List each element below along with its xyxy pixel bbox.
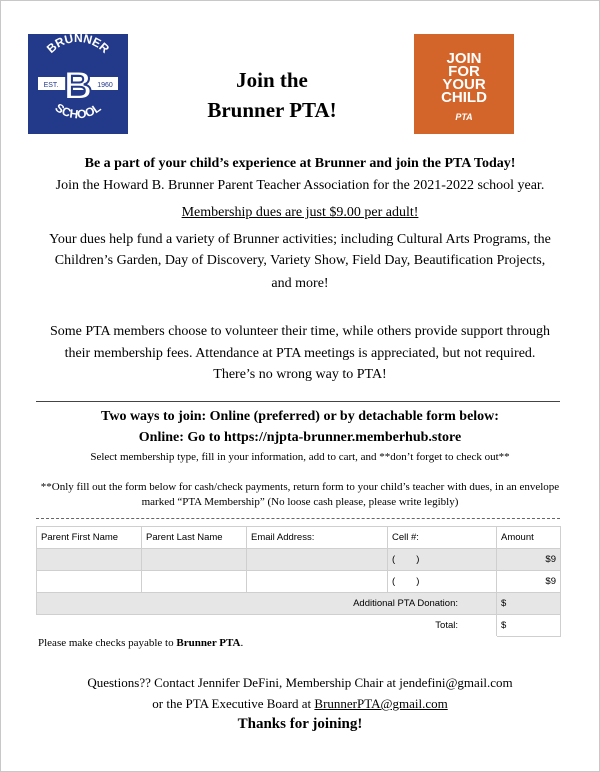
intro-headline: Be a part of your child’s experience at Brunner and join the PTA Today! bbox=[84, 156, 516, 171]
email-field-1[interactable] bbox=[247, 549, 388, 571]
board-email-link[interactable]: BrunnerPTA@gmail.com bbox=[314, 696, 448, 711]
amount-1: $9 bbox=[497, 549, 561, 571]
logo-letter: B bbox=[63, 64, 93, 108]
first-name-field-2[interactable] bbox=[37, 571, 142, 593]
logo-your: YOUR bbox=[442, 76, 486, 93]
logo-pta-brand: PTA bbox=[455, 112, 473, 122]
checks-suffix: . bbox=[240, 637, 244, 649]
total-label: Total: bbox=[37, 615, 497, 637]
page-title-line1: Join the bbox=[236, 68, 308, 92]
amount-2: $9 bbox=[497, 571, 561, 593]
section-divider bbox=[36, 401, 560, 402]
logo-est: EST. bbox=[43, 82, 59, 89]
logo-join: JOIN bbox=[446, 50, 482, 67]
logo-child: CHILD bbox=[441, 89, 487, 106]
cell-field-2[interactable]: ( ) bbox=[388, 571, 497, 593]
online-join-link: Online: Go to https://njpta-brunner.memberhub.store bbox=[138, 430, 462, 445]
email-field-2[interactable] bbox=[247, 571, 388, 593]
total-amount-field[interactable]: $ bbox=[497, 615, 561, 637]
donation-row bbox=[37, 593, 561, 615]
dues-para-line1: Your dues help fund a variety of Brunner activities; including Cultural Arts Programs, the bbox=[49, 232, 551, 247]
last-name-field-1[interactable] bbox=[142, 549, 247, 571]
header-first-name: Parent First Name bbox=[37, 527, 142, 549]
intro-school-year: Join the Howard B. Brunner Parent Teacher Association for the 2021-2022 school year. bbox=[55, 178, 545, 193]
total-row bbox=[37, 615, 561, 637]
dues-para-line3: and more! bbox=[271, 276, 329, 291]
donation-label: Additional PTA Donation: bbox=[37, 593, 497, 615]
brunner-logo-graphic bbox=[28, 34, 128, 134]
membership-dues: Membership dues are just $9.00 per adult! bbox=[181, 205, 419, 220]
table-row bbox=[37, 549, 561, 571]
detach-line bbox=[36, 518, 560, 519]
form-note-line2: marked “PTA Membership” (No loose cash please, please write legibly) bbox=[141, 496, 459, 508]
contact-board-prefix: or the PTA Executive Board at bbox=[152, 696, 315, 711]
svg-text:BRUNNER bbox=[44, 34, 112, 56]
brunner-school-logo bbox=[28, 34, 128, 134]
header-last-name: Parent Last Name bbox=[142, 527, 247, 549]
header-cell: Cell #: bbox=[388, 527, 497, 549]
logo-text-bottom: SCHOOL bbox=[52, 100, 104, 122]
form-note-line1: **Only fill out the form below for cash/check payments, return form to your child’s teacher with dues, in an envelope bbox=[40, 481, 560, 493]
cell-field-1[interactable]: ( ) bbox=[388, 549, 497, 571]
contact-line2 bbox=[20, 696, 580, 712]
volunteer-para-line1: Some PTA members choose to volunteer their time, while others provide support through bbox=[49, 324, 551, 339]
logo-for: FOR bbox=[448, 63, 480, 80]
checks-payee: Brunner PTA bbox=[176, 637, 241, 649]
dues-para-line2: Children’s Garden, Day of Discovery, Variety Show, Field Day, Beautification Projects, bbox=[54, 253, 546, 268]
logo-text-top: BRUNNER bbox=[43, 34, 113, 56]
checks-prefix: Please make checks payable to bbox=[38, 637, 177, 649]
checks-payable-note bbox=[38, 637, 243, 649]
volunteer-para-line3: There’s no wrong way to PTA! bbox=[213, 367, 387, 382]
contact-line1: Questions?? Contact Jennifer DeFini, Membership Chair at jendefini@gmail.com bbox=[87, 675, 513, 690]
header-email: Email Address: bbox=[247, 527, 388, 549]
join-ways-title: Two ways to join: Online (preferred) or by detachable form below: bbox=[101, 409, 499, 424]
join-for-your-child-logo bbox=[414, 34, 514, 134]
page-title-line2: Brunner PTA! bbox=[207, 98, 337, 122]
online-instructions: Select membership type, fill in your information, add to cart, and **don’t forget to check out** bbox=[90, 451, 510, 463]
table-row bbox=[37, 571, 561, 593]
membership-form-table bbox=[36, 526, 561, 637]
volunteer-para-line2: their membership fees. Attendance at PTA meetings is appreciated, but not required. bbox=[64, 346, 536, 361]
last-name-field-2[interactable] bbox=[142, 571, 247, 593]
form-header-row bbox=[37, 527, 561, 549]
header-amount: Amount bbox=[497, 527, 561, 549]
first-name-field-1[interactable] bbox=[37, 549, 142, 571]
thanks-message: Thanks for joining! bbox=[237, 716, 363, 732]
logo-year: 1960 bbox=[97, 82, 113, 89]
donation-amount-field[interactable]: $ bbox=[497, 593, 561, 615]
